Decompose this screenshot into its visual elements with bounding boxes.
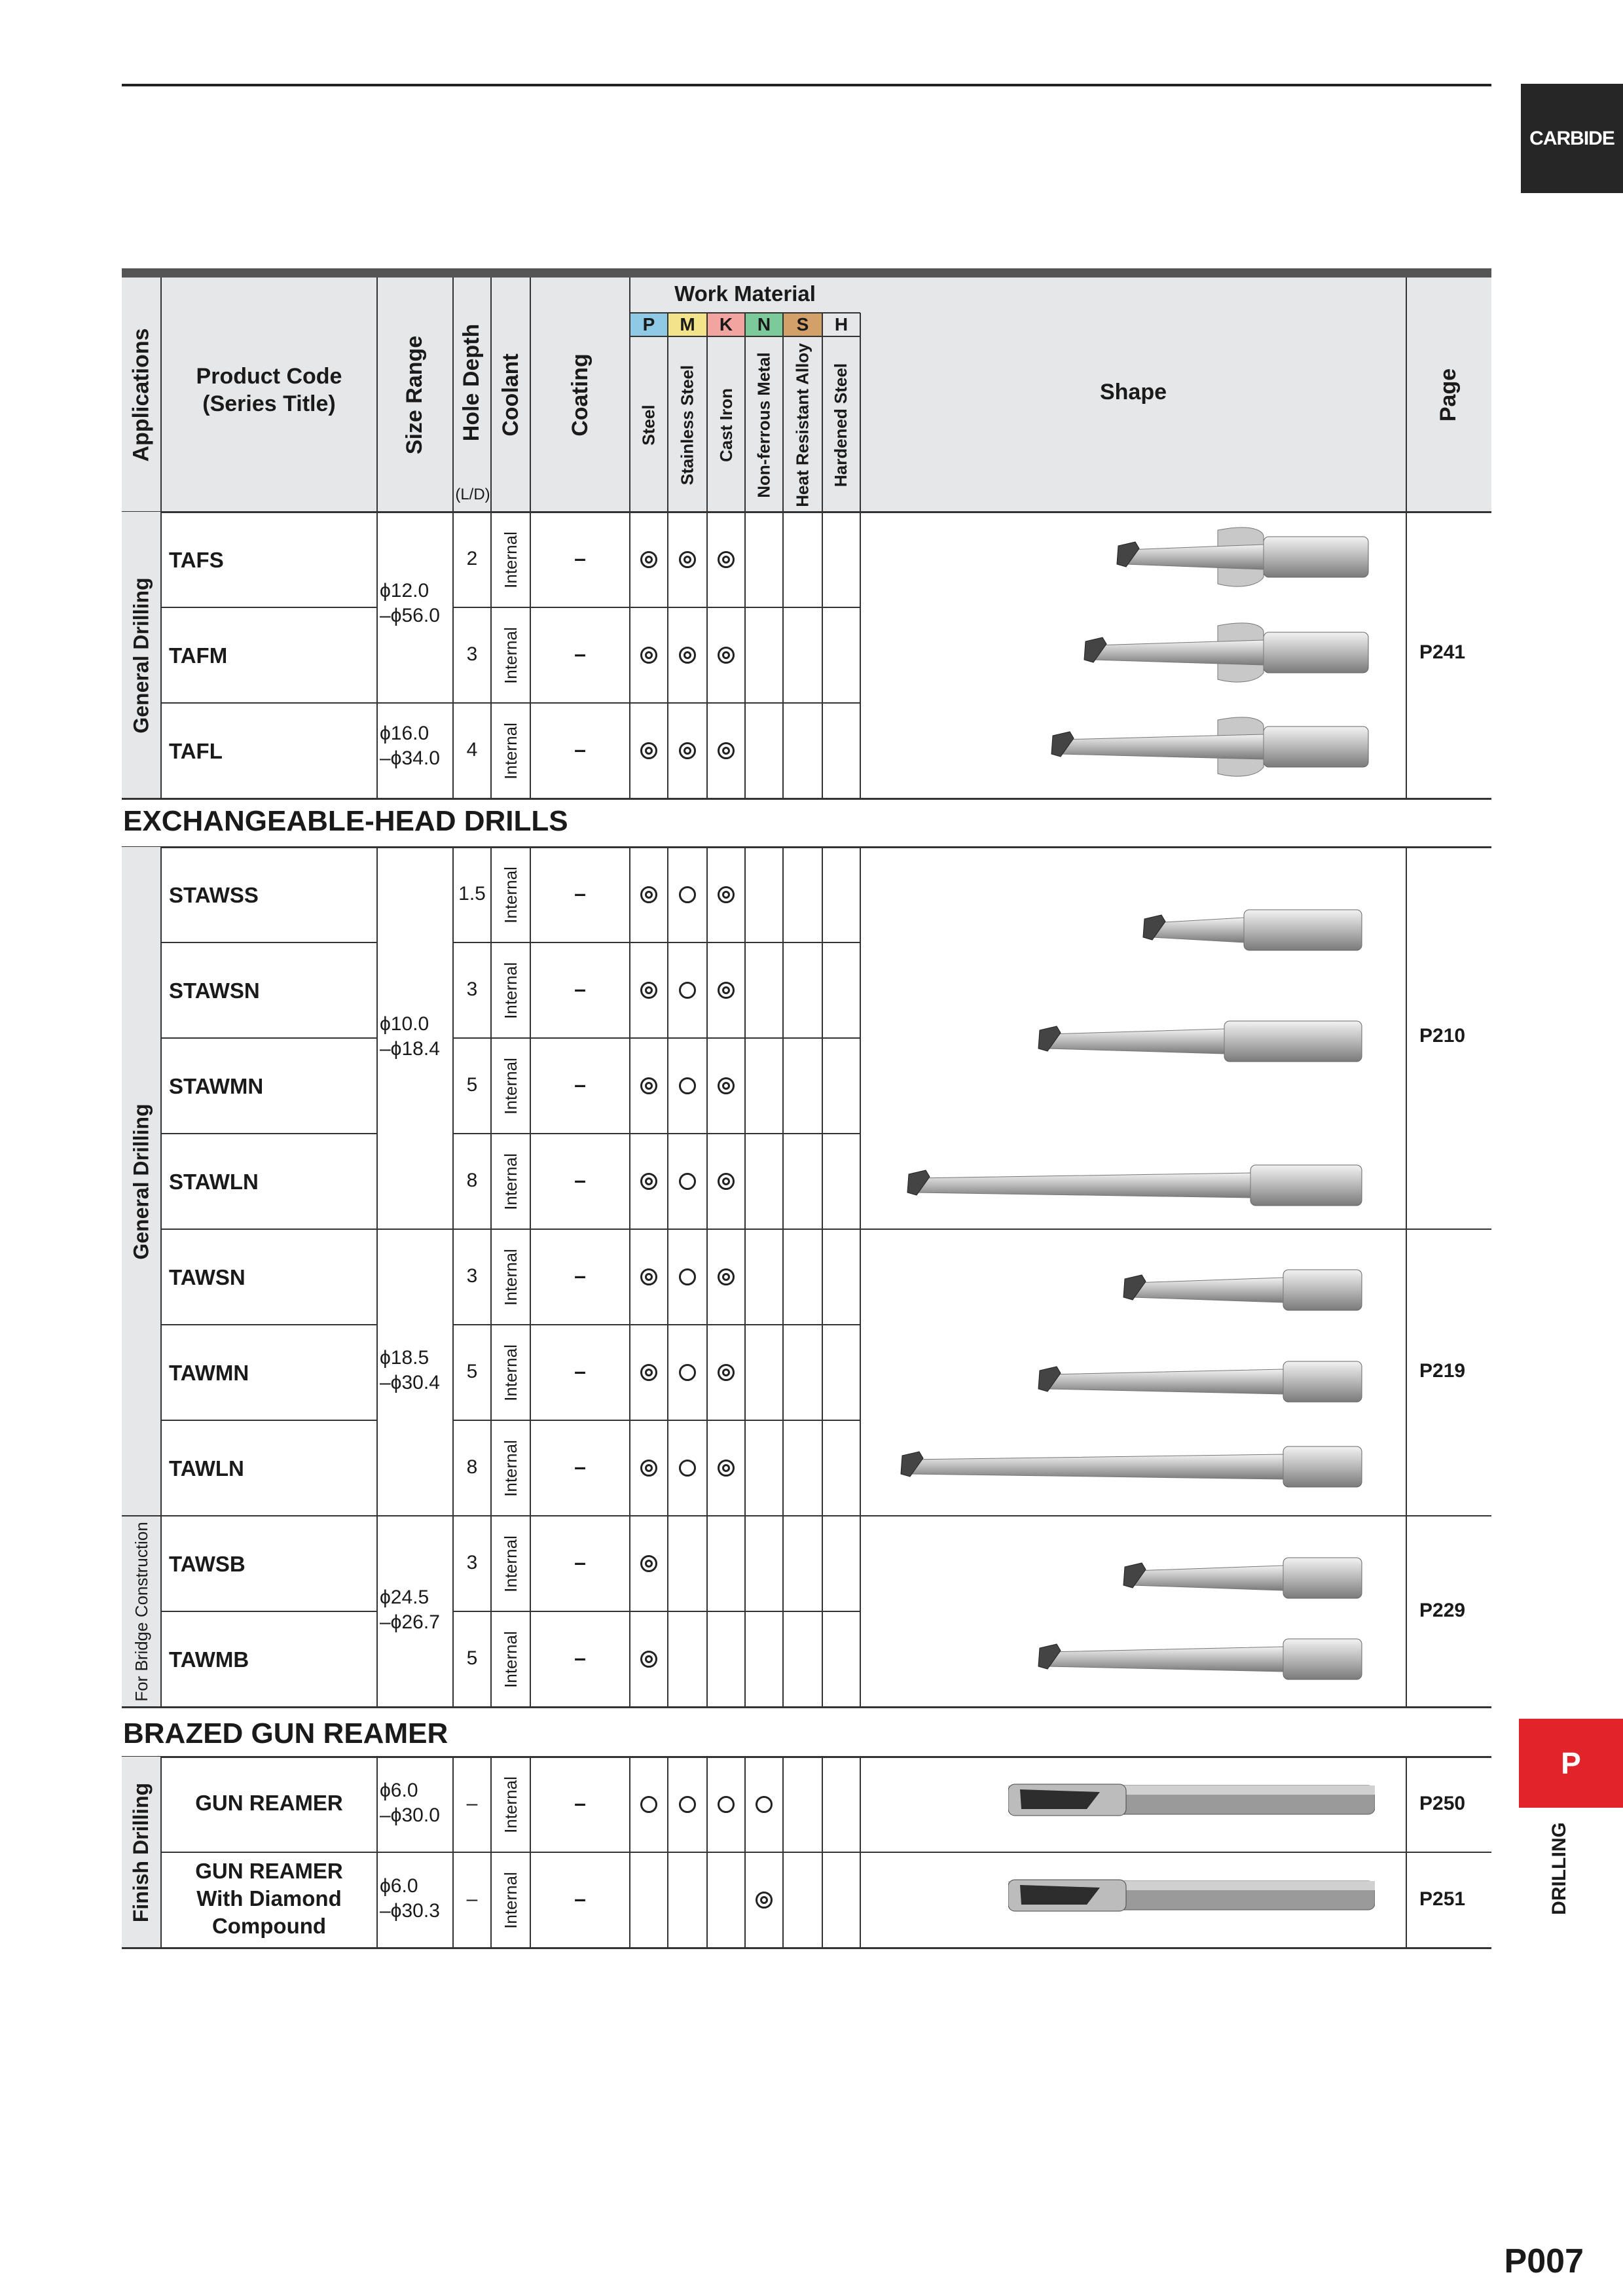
grid-line (376, 278, 378, 512)
material-mark-double-circle (718, 886, 735, 903)
grid-line (377, 1515, 453, 1516)
material-header-text: Stainless Steel (677, 365, 697, 485)
hole-depth-value: 5 (466, 1074, 478, 1096)
section-name-label: DRILLING (1548, 1822, 1570, 1915)
coating-value: – (574, 1073, 586, 1096)
hole-depth-value: – (466, 1793, 478, 1814)
material-mark-double-circle (640, 1460, 657, 1477)
grid-line (453, 702, 860, 704)
hole-depth-value: 5 (466, 1361, 478, 1382)
material-header-0 (630, 340, 668, 509)
grid-line (452, 1757, 454, 1948)
grid-line (629, 278, 630, 512)
grid-line (822, 512, 823, 798)
group1-bottom-line (122, 798, 1491, 800)
material-mark-double-circle (718, 551, 735, 568)
shape-header: Shape (1099, 380, 1167, 404)
series-title-header: (Series Title) (202, 391, 336, 416)
material-header-2 (707, 340, 745, 509)
page-ref: P251 (1419, 1888, 1466, 1910)
grid-line (377, 702, 453, 704)
material-mark-circle (679, 1173, 696, 1190)
grid-line (161, 942, 377, 943)
coolant-value-text: Internal (500, 1630, 520, 1688)
grid-line (860, 847, 861, 1707)
grid-line (629, 512, 630, 798)
grid-line (490, 847, 492, 1707)
coating-value: – (574, 547, 586, 570)
product-code: STAWSS (169, 883, 259, 907)
product-code: GUN REAMER (195, 1791, 343, 1815)
coolant-value (491, 945, 530, 1035)
size-range-value: ϕ18.5 (380, 1347, 429, 1369)
coating-value: – (574, 1168, 586, 1192)
grid-line (1406, 278, 1407, 512)
grid-line (161, 1515, 377, 1516)
size-range-value: –ϕ18.4 (380, 1038, 440, 1060)
product-code: TAFL (169, 739, 223, 763)
coolant-value-text: Internal (500, 1153, 520, 1210)
grid-line (453, 1611, 860, 1612)
top-rule (122, 84, 1491, 86)
coolant-value-text: Internal (500, 1535, 520, 1592)
page-ref: P219 (1419, 1360, 1466, 1382)
grid-line (161, 1324, 377, 1325)
product-code: TAFS (169, 548, 224, 572)
coolant-value-text: Internal (500, 1871, 520, 1929)
material-header-text: Heat Resistant Alloy (792, 342, 812, 507)
coolant-value-text: Internal (500, 1776, 520, 1833)
material-header-4 (783, 340, 822, 509)
coolant-value (491, 1327, 530, 1418)
grid-line (160, 847, 162, 1707)
coolant-value-text: Internal (500, 1057, 520, 1115)
material-mark-double-circle (640, 982, 657, 999)
coolant-value (491, 514, 530, 605)
page-ref: P250 (1419, 1793, 1466, 1814)
grid-line (530, 847, 531, 1707)
grid-line (822, 1757, 823, 1948)
page-ref: P241 (1419, 641, 1466, 663)
application-general-drilling-1 (122, 512, 161, 798)
product-code: With Diamond (196, 1886, 342, 1910)
hole-depth-value: 5 (466, 1647, 478, 1669)
coolant-value (491, 706, 530, 796)
coolant-value-text: Internal (500, 1344, 520, 1401)
grid-line (667, 512, 668, 798)
size-range-value: –ϕ30.0 (380, 1804, 440, 1826)
header-top-band (122, 268, 1491, 278)
material-mark-circle (640, 1796, 657, 1813)
material-header-text: Hardened Steel (831, 363, 851, 487)
grid-line (160, 278, 162, 512)
coolant-value-text: Internal (500, 531, 520, 588)
group3-bottom-line (122, 1947, 1491, 1949)
hole-depth-value: 3 (466, 643, 478, 665)
coolant-value-text: Internal (500, 722, 520, 780)
material-mark-double-circle (756, 1892, 773, 1909)
grid-line (376, 847, 378, 1707)
iso-letter-n: N (757, 314, 771, 334)
grid-line (453, 1133, 860, 1134)
grid-line (860, 1515, 1491, 1516)
application-bridge-construction (122, 1516, 161, 1707)
iso-letter-m: M (680, 314, 695, 334)
material-mark-double-circle (679, 647, 696, 664)
material-mark-double-circle (718, 982, 735, 999)
application-bridge-construction-text: For Bridge Construction (131, 1521, 151, 1702)
section-title-gun-reamer: BRAZED GUN REAMER (123, 1717, 448, 1749)
size-range-value: ϕ6.0 (380, 1875, 418, 1897)
grid-line (122, 1515, 161, 1516)
material-mark-circle (679, 1796, 696, 1813)
grid-line (530, 278, 531, 512)
hole-depth-value: 8 (466, 1456, 478, 1478)
product-code: STAWLN (169, 1170, 259, 1194)
grid-line (453, 1229, 860, 1230)
grid-line (453, 942, 860, 943)
material-mark-circle (756, 1796, 773, 1813)
coolant-value-text: Internal (500, 1439, 520, 1497)
grid-line (161, 607, 377, 608)
application-general-drilling-1-text: General Drilling (129, 577, 153, 734)
coating-value: – (574, 882, 586, 905)
grid-line (744, 847, 746, 1707)
coating-header-text: Coating (567, 353, 593, 437)
coolant-value (491, 1136, 530, 1227)
coating-value: – (574, 738, 586, 761)
coolant-value-text: Internal (500, 866, 520, 924)
grid-line (490, 512, 492, 798)
carbide-tab: CARBIDE (1521, 84, 1623, 193)
coating-value: – (574, 642, 586, 666)
grid-line (376, 512, 378, 798)
material-mark-double-circle (718, 1364, 735, 1381)
grid-line (453, 1420, 860, 1421)
coating-value: – (574, 1359, 586, 1383)
material-mark-double-circle (640, 647, 657, 664)
grid-line (706, 847, 708, 1707)
material-mark-double-circle (640, 886, 657, 903)
page-ref: P229 (1419, 1600, 1466, 1621)
grid-line (161, 1133, 377, 1134)
grid-line (161, 1037, 377, 1039)
grid-line (629, 847, 630, 1707)
grid-line (667, 313, 668, 512)
material-header-1 (668, 340, 707, 509)
coolant-header-text: Coolant (498, 353, 523, 437)
section-letter-tab: P (1519, 1719, 1623, 1808)
grid-line (1406, 847, 1407, 1707)
application-finish-drilling (122, 1757, 161, 1948)
hole-depth-header (453, 278, 491, 488)
grid-line (822, 313, 823, 512)
header-bottom-line (122, 511, 1491, 513)
coolant-value-text: Internal (500, 1248, 520, 1306)
product-code: TAWSN (169, 1265, 246, 1289)
iso-letter-h: H (834, 314, 848, 334)
material-mark-double-circle (718, 742, 735, 759)
section-title-exchangeable: EXCHANGEABLE-HEAD DRILLS (123, 805, 568, 837)
coolant-value (491, 610, 530, 700)
grid-line (860, 1229, 1491, 1230)
material-mark-double-circle (718, 1173, 735, 1190)
grid-line (377, 1229, 453, 1230)
product-code: TAFM (169, 643, 228, 668)
grid-line (490, 1757, 492, 1948)
material-mark-circle (679, 982, 696, 999)
coolant-value (491, 1759, 530, 1850)
iso-letter-k: K (719, 314, 733, 334)
coolant-value-text: Internal (500, 961, 520, 1019)
material-mark-circle (718, 1796, 735, 1813)
size-range-value: –ϕ30.3 (380, 1900, 440, 1922)
iso-letter-p: P (642, 314, 655, 334)
material-mark-double-circle (640, 551, 657, 568)
grid-line (629, 1757, 630, 1948)
product-code: TAWLN (169, 1456, 244, 1480)
page-ref: P210 (1419, 1025, 1466, 1047)
coating-value: – (574, 1887, 586, 1910)
application-general-drilling-2-text: General Drilling (129, 1103, 153, 1260)
group3-top-line (122, 1756, 1491, 1758)
material-header-text: Non-ferrous Metal (754, 351, 774, 498)
coolant-value (491, 1041, 530, 1131)
size-range-value: –ϕ30.4 (380, 1372, 440, 1393)
grid-line (453, 1324, 860, 1325)
grid-line (782, 847, 784, 1707)
material-mark-double-circle (718, 1268, 735, 1285)
applications-header-text: Applications (128, 327, 154, 462)
coolant-value (491, 1423, 530, 1513)
group2-top-line (122, 846, 1491, 848)
material-mark-double-circle (640, 1651, 657, 1668)
product-code: Compound (211, 1914, 327, 1938)
grid-line (744, 512, 746, 798)
size-range-header-text: Size Range (402, 335, 428, 454)
grid-line (1406, 1757, 1407, 1948)
product-code: GUN REAMER (195, 1859, 343, 1883)
application-finish-drilling-text: Finish Drilling (129, 1782, 153, 1922)
grid-line (530, 512, 531, 798)
coating-value: – (574, 1791, 586, 1815)
size-range-value: ϕ10.0 (380, 1013, 429, 1035)
hole-depth-value: 2 (466, 548, 478, 569)
grid-line (860, 512, 861, 798)
application-general-drilling-2 (122, 847, 161, 1516)
applications-header (122, 278, 161, 512)
grid-line (530, 1757, 531, 1948)
grid-line (744, 1757, 746, 1948)
group2-bottom-line (122, 1706, 1491, 1708)
grid-line (782, 512, 784, 798)
product-code: STAWMN (169, 1074, 264, 1098)
material-mark-double-circle (679, 551, 696, 568)
size-range-value: –ϕ26.7 (380, 1611, 440, 1633)
coolant-value (491, 1232, 530, 1322)
coolant-value (491, 850, 530, 940)
material-mark-circle (679, 1460, 696, 1477)
grid-line (452, 512, 454, 798)
page-header (1406, 278, 1491, 512)
grid-line (452, 847, 454, 1707)
material-mark-double-circle (640, 742, 657, 759)
grid-line (667, 847, 668, 1707)
grid-line (860, 1757, 861, 1948)
size-range-value: –ϕ56.0 (380, 605, 440, 626)
material-mark-circle (679, 886, 696, 903)
material-mark-double-circle (640, 1268, 657, 1285)
grid-line (822, 847, 823, 1707)
grid-line (782, 1757, 784, 1948)
grid-line (160, 1757, 162, 1948)
grid-line (453, 1515, 860, 1516)
material-mark-double-circle (640, 1364, 657, 1381)
hole-depth-value: 4 (466, 739, 478, 761)
grid-line (860, 313, 861, 512)
grid-line (667, 1757, 668, 1948)
grid-line (160, 512, 162, 798)
work-material-header: Work Material (674, 281, 816, 306)
hole-depth-value: 1.5 (458, 883, 486, 905)
grid-line (161, 702, 377, 704)
coating-value: – (574, 977, 586, 1001)
product-code-header: Product Code (196, 364, 342, 389)
material-mark-double-circle (679, 742, 696, 759)
hole-depth-header-text: Hole Depth (459, 323, 484, 442)
material-mark-double-circle (718, 1460, 735, 1477)
grid-line (161, 1611, 377, 1612)
grid-line (706, 313, 708, 512)
product-code: TAWSB (169, 1552, 246, 1576)
size-range-value: ϕ12.0 (380, 580, 429, 601)
page-number: P007 (1504, 2242, 1584, 2280)
grid-line (490, 278, 492, 512)
coolant-value (491, 1855, 530, 1945)
grid-line (452, 278, 454, 512)
product-code: TAWMB (169, 1647, 249, 1672)
coating-value: – (574, 1646, 586, 1670)
material-header-3 (745, 340, 783, 509)
material-mark-double-circle (718, 1077, 735, 1094)
coating-header (530, 278, 630, 512)
grid-line (376, 1757, 378, 1948)
coating-value: – (574, 1551, 586, 1574)
grid-line (161, 1420, 377, 1421)
coolant-value-text: Internal (500, 626, 520, 684)
coating-value: – (574, 1455, 586, 1479)
size-range-value: –ϕ34.0 (380, 747, 440, 769)
size-range-value: ϕ24.5 (380, 1587, 429, 1608)
grid-line (706, 512, 708, 798)
iso-letter-s: S (796, 314, 809, 334)
hole-depth-value: 3 (466, 1265, 478, 1287)
material-header-text: Cast Iron (716, 387, 736, 462)
material-header-text: Steel (638, 404, 659, 446)
grid-line (744, 313, 746, 512)
page-header-text: Page (1436, 368, 1461, 422)
coolant-value (491, 1614, 530, 1704)
material-mark-double-circle (640, 1555, 657, 1572)
product-code: TAWMN (169, 1361, 249, 1385)
grid-line (782, 313, 784, 512)
grid-line (1406, 512, 1407, 798)
size-range-value: ϕ16.0 (380, 723, 429, 744)
size-range-header (377, 278, 453, 512)
material-mark-circle (679, 1077, 696, 1094)
material-mark-double-circle (640, 1077, 657, 1094)
material-mark-circle (679, 1364, 696, 1381)
grid-line (161, 1229, 377, 1230)
material-header-5 (822, 340, 860, 509)
material-mark-double-circle (718, 647, 735, 664)
grid-line (706, 1757, 708, 1948)
hole-depth-value: 3 (466, 978, 478, 1000)
grid-line (453, 1037, 860, 1039)
hole-depth-value: 8 (466, 1170, 478, 1191)
hole-depth-unit: (L/D) (455, 486, 490, 503)
hole-depth-value: – (466, 1888, 478, 1910)
size-range-value: ϕ6.0 (380, 1780, 418, 1801)
material-mark-circle (679, 1268, 696, 1285)
coolant-value (491, 1518, 530, 1609)
hole-depth-value: 3 (466, 1552, 478, 1573)
coolant-header (491, 278, 530, 512)
grid-line (453, 607, 860, 608)
material-mark-double-circle (640, 1173, 657, 1190)
coating-value: – (574, 1264, 586, 1287)
grid-line (161, 1852, 1491, 1853)
product-code: STAWSN (169, 978, 260, 1003)
